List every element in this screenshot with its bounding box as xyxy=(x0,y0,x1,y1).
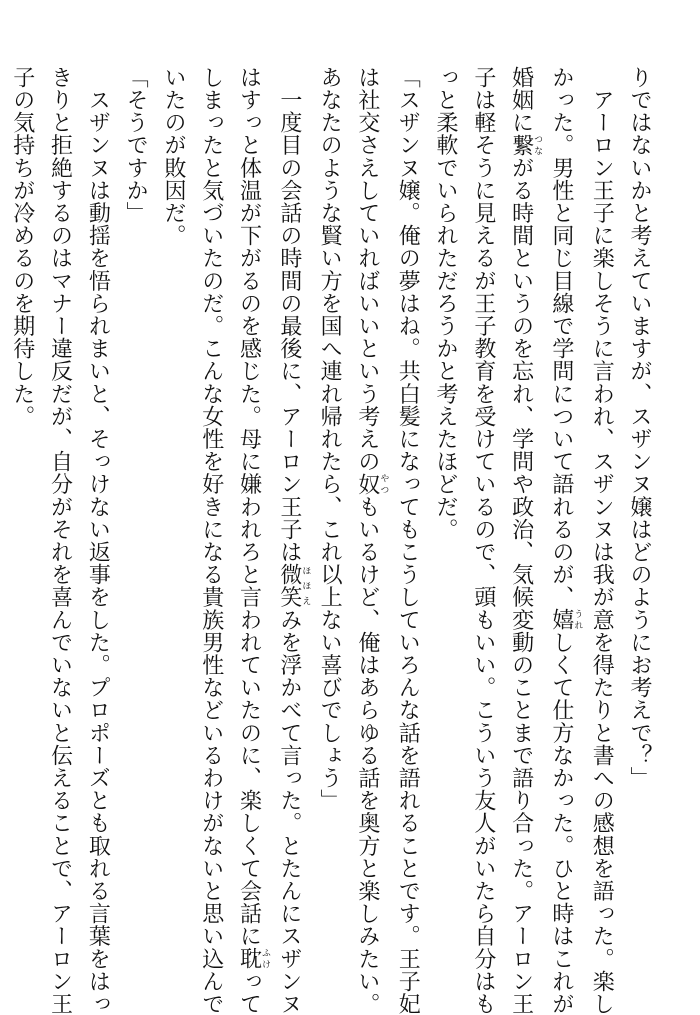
text-segment: みを浮かべて言った。とたんにスザンヌ xyxy=(276,608,302,1015)
text-line xyxy=(502,66,543,1015)
ruby-reading: つな xyxy=(532,133,543,157)
text-segment: がる時間というのを忘れ、学問や政治、気候変動のことまで語り合った。アーロン王 xyxy=(508,156,534,1015)
text-line xyxy=(542,66,583,1015)
text-line: っと柔軟でいられただろうかと考えたほどだ。 xyxy=(433,66,459,541)
text-line: アーロン王子に楽しそうに言われ、スザンヌは我が意を得たりと書への感想を語った。楽し xyxy=(589,66,615,1015)
text-line: 「スザンヌ嬢。俺の夢はね。共白髪になってもこうしていろんな話を語れることです。王子妃 xyxy=(395,66,421,1015)
ruby-word xyxy=(508,133,543,157)
ruby-base: 微笑 xyxy=(276,563,302,609)
text-segment: 婚姻に xyxy=(508,66,534,134)
text-line: 子の気持ちが冷めるのを期待した。 xyxy=(9,66,35,428)
text-line: スザンヌは動揺を悟られまいと、そっけない返事をした。プロポーズとも取れる言葉をはっ xyxy=(85,66,111,1015)
ruby-base: 奴 xyxy=(354,472,380,496)
ruby-reading: やつ xyxy=(378,472,389,496)
text-line: あなたのような賢い方を国へ連れ帰れたら、これ以上ない喜びでしょう」 xyxy=(317,66,343,812)
text-line: しまったと気づいたのだ。こんな女性を好きになる貴族男性などいるわけがないと思い込んで xyxy=(198,66,224,1015)
vertical-text-body xyxy=(9,66,658,1015)
ruby-word xyxy=(276,563,311,609)
text-line xyxy=(230,66,271,1015)
ruby-base: 繋 xyxy=(508,133,534,157)
text-line: きりと拒絶するのはマナー違反だが、自分がそれを喜んでいないと伝えることで、アーロン王 xyxy=(47,66,73,1015)
ruby-word xyxy=(354,472,389,496)
ruby-reading: ふけ xyxy=(260,947,271,970)
ruby-base: 耽 xyxy=(236,947,262,971)
text-segment: 一度目の会話の時間の最後に、アーロン王子は xyxy=(276,66,302,564)
text-line: 子は軽そうに見えるが王子教育を受けているので、頭もいい。こういう友人がいたら自分はも xyxy=(470,66,496,1015)
ruby-word xyxy=(236,947,271,971)
text-line xyxy=(270,66,311,1015)
text-line: 「そうですか」 xyxy=(123,66,149,225)
ruby-word xyxy=(548,608,583,632)
text-line xyxy=(348,66,389,1015)
ruby-base: 嬉 xyxy=(548,608,574,632)
text-line: りではないかと考えていますが、スザンヌ嬢はどのようにお考えで？」 xyxy=(627,66,652,790)
ruby-reading: ほほえ xyxy=(300,563,311,609)
text-line: いたのが敗因だ。 xyxy=(160,66,186,247)
text-segment: かった。男性と同じ目線で学問について語れるのが、 xyxy=(548,66,574,609)
text-segment: はすっと体温が下がるのを感じた。母に嫌われろと言われていたのに、楽しくて会話に xyxy=(236,66,262,948)
text-segment: は社交さえしていればいいという考えの xyxy=(354,66,380,473)
text-segment: しくて仕方なかった。ひと時はこれが xyxy=(548,631,574,1015)
text-segment: って xyxy=(236,970,262,1015)
text-segment: もいるけど、俺はあらゆる話を奥方と楽しみたい。 xyxy=(354,495,380,1015)
ruby-reading: うれ xyxy=(572,608,583,631)
